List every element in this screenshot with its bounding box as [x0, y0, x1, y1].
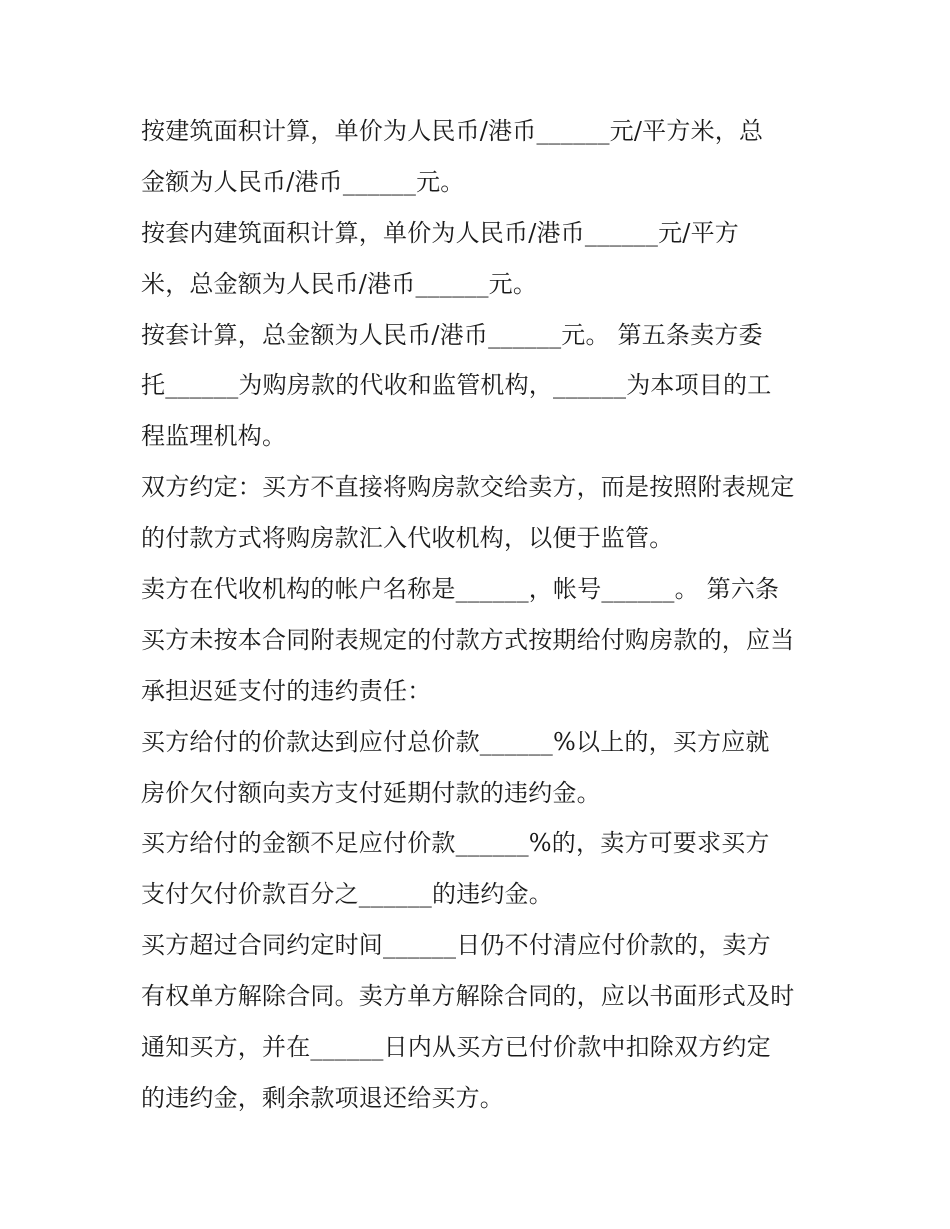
text-line: 米，总金额为人民币/港币______元。: [141, 269, 538, 298]
text-line: 支付欠付价款百分之______的违约金。: [141, 880, 553, 909]
text-line: 有权单方解除合同。卖方单方解除合同的，应以书面形式及时: [141, 982, 795, 1011]
text-line: 按套内建筑面积计算，单价为人民币/港币______元/平方: [141, 218, 739, 247]
text-line: 双方约定：买方不直接将购房款交给卖方，而是按照附表规定: [141, 473, 795, 502]
text-line: 托______为购房款的代收和监管机构，______为本项目的工: [141, 371, 772, 400]
text-line: 买方给付的价款达到应付总价款______%以上的，买方应就: [141, 727, 770, 756]
text-line: 房价欠付额向卖方支付延期付款的违约金。: [141, 778, 601, 807]
text-line: 卖方在代收机构的帐户名称是______，帐号______。 第六条: [141, 575, 780, 604]
text-line: 买方未按本合同附表规定的付款方式按期给付购房款的，应当: [141, 625, 795, 654]
text-line: 按套计算，总金额为人民币/港币______元。 第五条卖方委: [141, 320, 763, 349]
text-line: 买方给付的金额不足应付价款______%的，卖方可要求买方: [141, 829, 770, 858]
text-line: 的违约金，剩余款项退还给买方。: [141, 1083, 504, 1112]
text-line: 程监理机构。: [141, 422, 287, 451]
text-line: 通知买方，并在______日内从买方已付价款中扣除双方约定: [141, 1033, 771, 1062]
text-line: 买方超过合同约定时间______日仍不付清应付价款的，卖方: [141, 931, 771, 960]
text-line: 承担迟延支付的违约责任：: [141, 676, 432, 705]
contract-text-body: [141, 106, 841, 1124]
text-line: 金额为人民币/港币______元。: [141, 167, 465, 196]
text-line: 按建筑面积计算，单价为人民币/港币______元/平方米，总: [141, 117, 764, 145]
text-line: 的付款方式将购房款汇入代收机构，以便于监管。: [141, 524, 674, 553]
